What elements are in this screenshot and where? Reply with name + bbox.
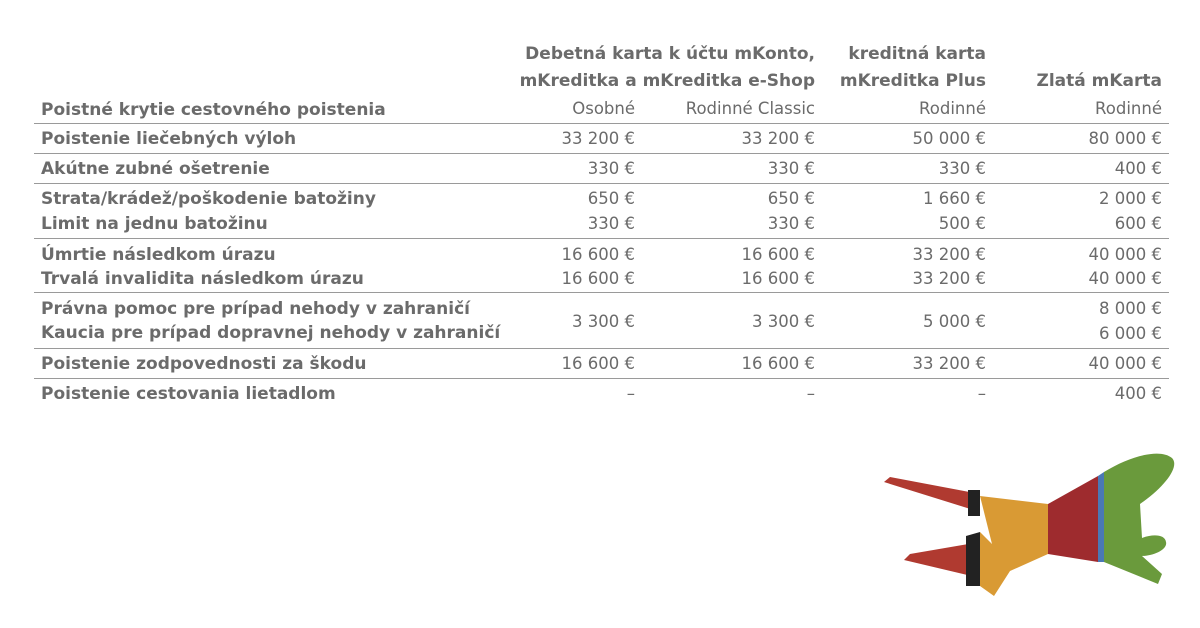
column-header-debit-line1: Debetná karta k účtu mKonto,	[525, 44, 815, 64]
divider	[34, 123, 1169, 124]
table-cell: 16 600 €	[741, 245, 815, 264]
plane-stripe	[968, 490, 980, 516]
plane-body-green	[1104, 454, 1174, 584]
row-label: Poistenie cestovania lietadlom	[41, 384, 336, 404]
table-cell: 650 €	[767, 189, 815, 208]
table-cell: 33 200 €	[561, 129, 635, 148]
column-header-credit-line1: kreditná karta	[848, 44, 986, 64]
plane-body-orange	[980, 496, 1048, 596]
table-cell: 16 600 €	[561, 245, 635, 264]
table-cell: 16 600 €	[561, 354, 635, 373]
divider	[34, 238, 1169, 239]
plane-wing-left	[884, 477, 980, 512]
table-cell: 80 000 €	[1088, 129, 1162, 148]
plane-stripe-blue	[1098, 472, 1104, 562]
row-label: Trvalá invalidita následkom úrazu	[41, 269, 364, 289]
row-label: Limit na jednu batožinu	[41, 214, 268, 234]
row-label: Akútne zubné ošetrenie	[41, 159, 270, 179]
table-cell: 50 000 €	[912, 129, 986, 148]
table-cell: 40 000 €	[1088, 269, 1162, 288]
airplane-icon	[880, 446, 1180, 601]
plane-stripe	[966, 532, 980, 586]
table-cell: 600 €	[1114, 214, 1162, 233]
column-header-credit-card	[816, 41, 986, 95]
row-label: Úmrtie následkom úrazu	[41, 245, 276, 265]
table-cell: 500 €	[938, 214, 986, 233]
table-cell: 8 000 €	[1099, 299, 1162, 318]
divider	[34, 153, 1169, 154]
row-label: Strata/krádež/poškodenie batožiny	[41, 189, 376, 209]
table-cell: 330 €	[767, 214, 815, 233]
subheader-rodinne-credit: Rodinné	[919, 99, 986, 118]
subheader-rodinne-classic: Rodinné Classic	[685, 99, 815, 118]
divider	[34, 378, 1169, 379]
table-cell: 40 000 €	[1088, 245, 1162, 264]
row-label: Kaucia pre prípad dopravnej nehody v zahraničí	[41, 323, 501, 343]
table-cell: 330 €	[938, 159, 986, 178]
table-cell: 650 €	[587, 189, 635, 208]
table-cell: 6 000 €	[1099, 324, 1162, 343]
column-header-credit-line2: mKreditka Plus	[839, 71, 986, 91]
divider	[34, 348, 1169, 349]
divider	[34, 292, 1169, 293]
table-cell: 1 660 €	[923, 189, 986, 208]
table-cell: 330 €	[767, 159, 815, 178]
table-cell: 3 300 €	[572, 312, 635, 331]
table-cell: 33 200 €	[912, 269, 986, 288]
subheader-osobne: Osobné	[572, 99, 635, 118]
table-cell: 33 200 €	[912, 354, 986, 373]
table-cell: –	[806, 384, 815, 403]
row-label: Právna pomoc pre prípad nehody v zahraničí	[41, 299, 470, 319]
column-header-gold-card: Zlatá mKarta	[1036, 71, 1162, 91]
subheader-rodinne-gold: Rodinné	[1095, 99, 1162, 118]
table-cell: 33 200 €	[912, 245, 986, 264]
table-cell: 400 €	[1114, 159, 1162, 178]
divider	[34, 183, 1169, 184]
table-cell: 400 €	[1114, 384, 1162, 403]
table-cell: 40 000 €	[1088, 354, 1162, 373]
row-label: Poistenie zodpovednosti za škodu	[41, 354, 367, 374]
table-cell: 33 200 €	[741, 129, 815, 148]
table-cell: 16 600 €	[741, 354, 815, 373]
column-header-debit-card	[475, 41, 815, 95]
plane-body-darkred	[1048, 476, 1098, 562]
table-cell: 2 000 €	[1099, 189, 1162, 208]
column-header-debit-line2: mKreditka a mKreditka e-Shop	[519, 71, 815, 91]
row-label: Poistenie liečebných výloh	[41, 129, 297, 149]
table-cell: 16 600 €	[561, 269, 635, 288]
table-cell: –	[977, 384, 986, 403]
table-cell: –	[626, 384, 635, 403]
row-header-label: Poistné krytie cestovného poistenia	[41, 100, 386, 120]
table-cell: 5 000 €	[923, 312, 986, 331]
table-cell: 330 €	[587, 214, 635, 233]
table-cell: 16 600 €	[741, 269, 815, 288]
table-cell: 330 €	[587, 159, 635, 178]
table-cell: 3 300 €	[752, 312, 815, 331]
